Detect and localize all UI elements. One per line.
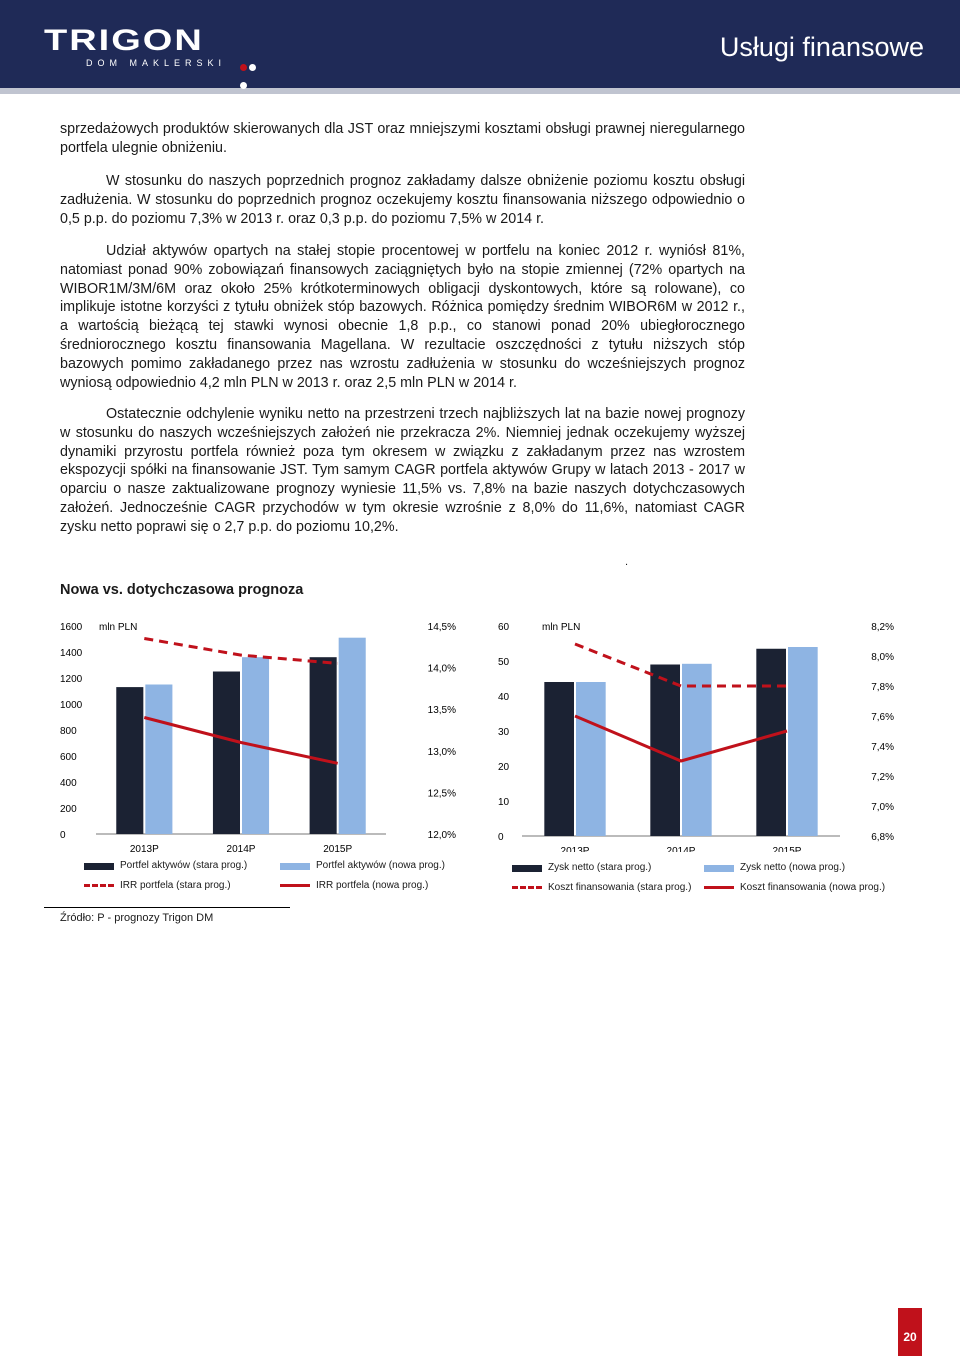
legend-label: IRR portfela (nowa prog.) <box>316 880 429 891</box>
unit-label: mln PLN <box>99 622 138 633</box>
y-tick-label: 1200 <box>60 674 83 685</box>
legend-swatch <box>704 865 734 872</box>
paragraph-4 <box>60 405 745 537</box>
y2-tick-label: 12,5% <box>427 788 456 800</box>
x-tick-label: 2013P <box>560 846 590 852</box>
paragraph-text: Udział aktywów opartych na stałej stopie procentowej w portfelu na koniec 2012 r. wyniósł 81%, natomiast ponad 90% zobowiązań finansowych zaciągniętych było na stopie zmiennej (72% opartych na WIBOR1M/3M/6M oraz około 25% krótkoterminowych obligacji dyskontowych, które są rolowane), co implikuje istotne korzyści z tytułu obniżek stóp bazowych. Różnica pomiędzy średnim WIBOR6M w 2012 r., a wartością bieżącą tej stawki wynosi obecnie 1,8 p.p., co stanowi ponad 20% ubiegłorocznego średniorocznego kosztu finansowania Magellana. W rezultacie oszczędności z tytułu niższych stóp bazowych pomimo zakładanego przez nas wzrostu zadłużenia w stosunku do wcześniejszych prognoz wyniosą odpowiednio 4,2 mln PLN w 2013 r. oraz 2,5 mln PLN w 2014 r. <box>60 243 745 391</box>
bar <box>788 647 818 836</box>
y-tick-label: 200 <box>60 804 77 815</box>
series-line-dashed <box>575 644 787 686</box>
bar <box>213 672 240 835</box>
x-tick-label: 2014P <box>666 846 696 852</box>
y-tick-label: 40 <box>498 692 510 703</box>
x-tick-label: 2015P <box>772 846 802 852</box>
x-tick-label: 2014P <box>226 844 256 852</box>
chart-netprofit-cost <box>494 612 904 902</box>
unit-label: mln PLN <box>542 622 581 633</box>
y-tick-label: 50 <box>498 657 510 668</box>
dot-note: . <box>625 556 629 568</box>
y2-tick-label: 7,2% <box>871 772 894 783</box>
y-tick-label: 1600 <box>60 622 83 633</box>
section-header-title: Usługi finansowe <box>719 32 924 62</box>
y2-tick-label: 12,0% <box>427 830 456 841</box>
page-number: 20 <box>898 1308 922 1356</box>
legend-label: Zysk netto (nowa prog.) <box>740 862 846 873</box>
y-tick-label: 30 <box>498 727 510 738</box>
legend-label: Portfel aktywów (stara prog.) <box>120 860 248 871</box>
y2-tick-label: 14,5% <box>427 622 456 633</box>
y-tick-label: 400 <box>60 778 77 789</box>
y2-tick-label: 14,0% <box>427 663 456 675</box>
legend-label: Koszt finansowania (nowa prog.) <box>740 882 886 893</box>
y2-tick-label: 13,0% <box>427 746 456 758</box>
y2-tick-label: 7,8% <box>871 682 894 693</box>
bar <box>544 682 574 836</box>
y2-tick-label: 7,6% <box>871 712 894 723</box>
y-tick-label: 600 <box>60 752 77 763</box>
legend-swatch <box>512 886 542 889</box>
y-tick-label: 1400 <box>60 648 83 659</box>
y-tick-label: 1000 <box>60 700 83 711</box>
paragraph-1 <box>60 120 745 158</box>
y2-tick-label: 7,0% <box>871 802 894 813</box>
chart-netprofit-cost-svg <box>494 612 904 852</box>
logo-dots-icon <box>240 58 264 94</box>
legend-label: Portfel aktywów (nowa prog.) <box>316 860 445 871</box>
source-note: Źródło: P - prognozy Trigon DM <box>60 912 214 924</box>
x-tick-label: 2015P <box>323 844 353 852</box>
bar <box>682 664 712 836</box>
legend-label: Koszt finansowania (stara prog.) <box>548 882 692 893</box>
legend-swatch <box>704 886 734 889</box>
y2-tick-label: 8,0% <box>871 652 894 663</box>
page-header <box>0 0 960 94</box>
legend-swatch <box>280 863 310 870</box>
bar <box>756 649 786 836</box>
legend-swatch <box>84 884 114 887</box>
charts-section-title: Nowa vs. dotychczasowa prognoza <box>60 582 304 598</box>
paragraph-text: W stosunku do naszych poprzednich prognoz zakładamy dalsze obniżenie poziomu kosztu obsługi zadłużenia. W stosunku do poprzednich prognoz oczekujemy kosztu finansowania niższego odpowiednio o 0,5 p.p. do poziomu 7,3% w 2013 r. oraz 0,3 p.p. do poziomu 7,5% w 2014 r. <box>60 173 745 227</box>
y2-tick-label: 13,5% <box>427 705 456 717</box>
y-tick-label: 0 <box>498 832 504 843</box>
bar <box>116 687 143 834</box>
legend-swatch <box>512 865 542 872</box>
y-tick-label: 60 <box>498 622 510 633</box>
x-tick-label: 2013P <box>129 844 159 852</box>
paragraph-2 <box>60 172 745 228</box>
bar <box>576 682 606 836</box>
logo-text: TRIGON <box>44 24 204 58</box>
bar <box>145 685 172 835</box>
chart-portfolio-irr <box>56 612 466 902</box>
series-line-dashed <box>144 639 337 664</box>
legend-label: IRR portfela (stara prog.) <box>120 880 231 891</box>
legend-swatch <box>84 863 114 870</box>
paragraph-3 <box>60 242 745 392</box>
y2-tick-label: 7,4% <box>871 742 894 753</box>
series-line <box>144 718 337 764</box>
legend-swatch <box>280 884 310 887</box>
y2-tick-label: 6,8% <box>871 832 894 843</box>
y2-tick-label: 8,2% <box>871 622 894 633</box>
chart-portfolio-irr-svg <box>56 612 466 852</box>
y-tick-label: 800 <box>60 726 77 737</box>
y-tick-label: 20 <box>498 762 510 773</box>
trigon-logo <box>44 26 264 76</box>
source-divider <box>44 907 290 908</box>
legend-label: Zysk netto (stara prog.) <box>548 862 652 873</box>
paragraph-text: sprzedażowych produktów skierowanych dla JST oraz mniejszymi kosztami obsługi prawnej nieregularnego portfela ulegnie obniżeniu. <box>60 121 745 156</box>
series-line <box>575 716 787 761</box>
paragraph-text: Ostatecznie odchylenie wyniku netto na przestrzeni trzech najbliższych lat na bazie nowej prognozy w stosunku do naszych wcześniejszych założeń nie przekracza 2%. Niemniej jednak oczekujemy wyższej dynamiki przyrostu portfela również poza tym okresem w związku z zakładanym przez nas wzrostem ekspozycji spółki na finansowanie JST. Tym samym CAGR portfela aktywów Grupy w latach 2013 - 2017 w oparciu o nasze zaktualizowane prognozy wyniesie 11,5% vs. 7,8% na bazie naszych dotychczasowych założeń. Jednocześnie CAGR przychodów w tym okresie wzrośnie z 8,0% do 11,6%, natomiast CAGR zysku netto poprawi się o 2,7 p.p. do poziomu 10,2%. <box>60 406 745 535</box>
bar <box>310 657 337 834</box>
y-tick-label: 10 <box>498 797 510 808</box>
y-tick-label: 0 <box>60 830 66 841</box>
logo-subtext: DOM MAKLERSKI <box>86 58 227 68</box>
bar <box>339 638 366 834</box>
